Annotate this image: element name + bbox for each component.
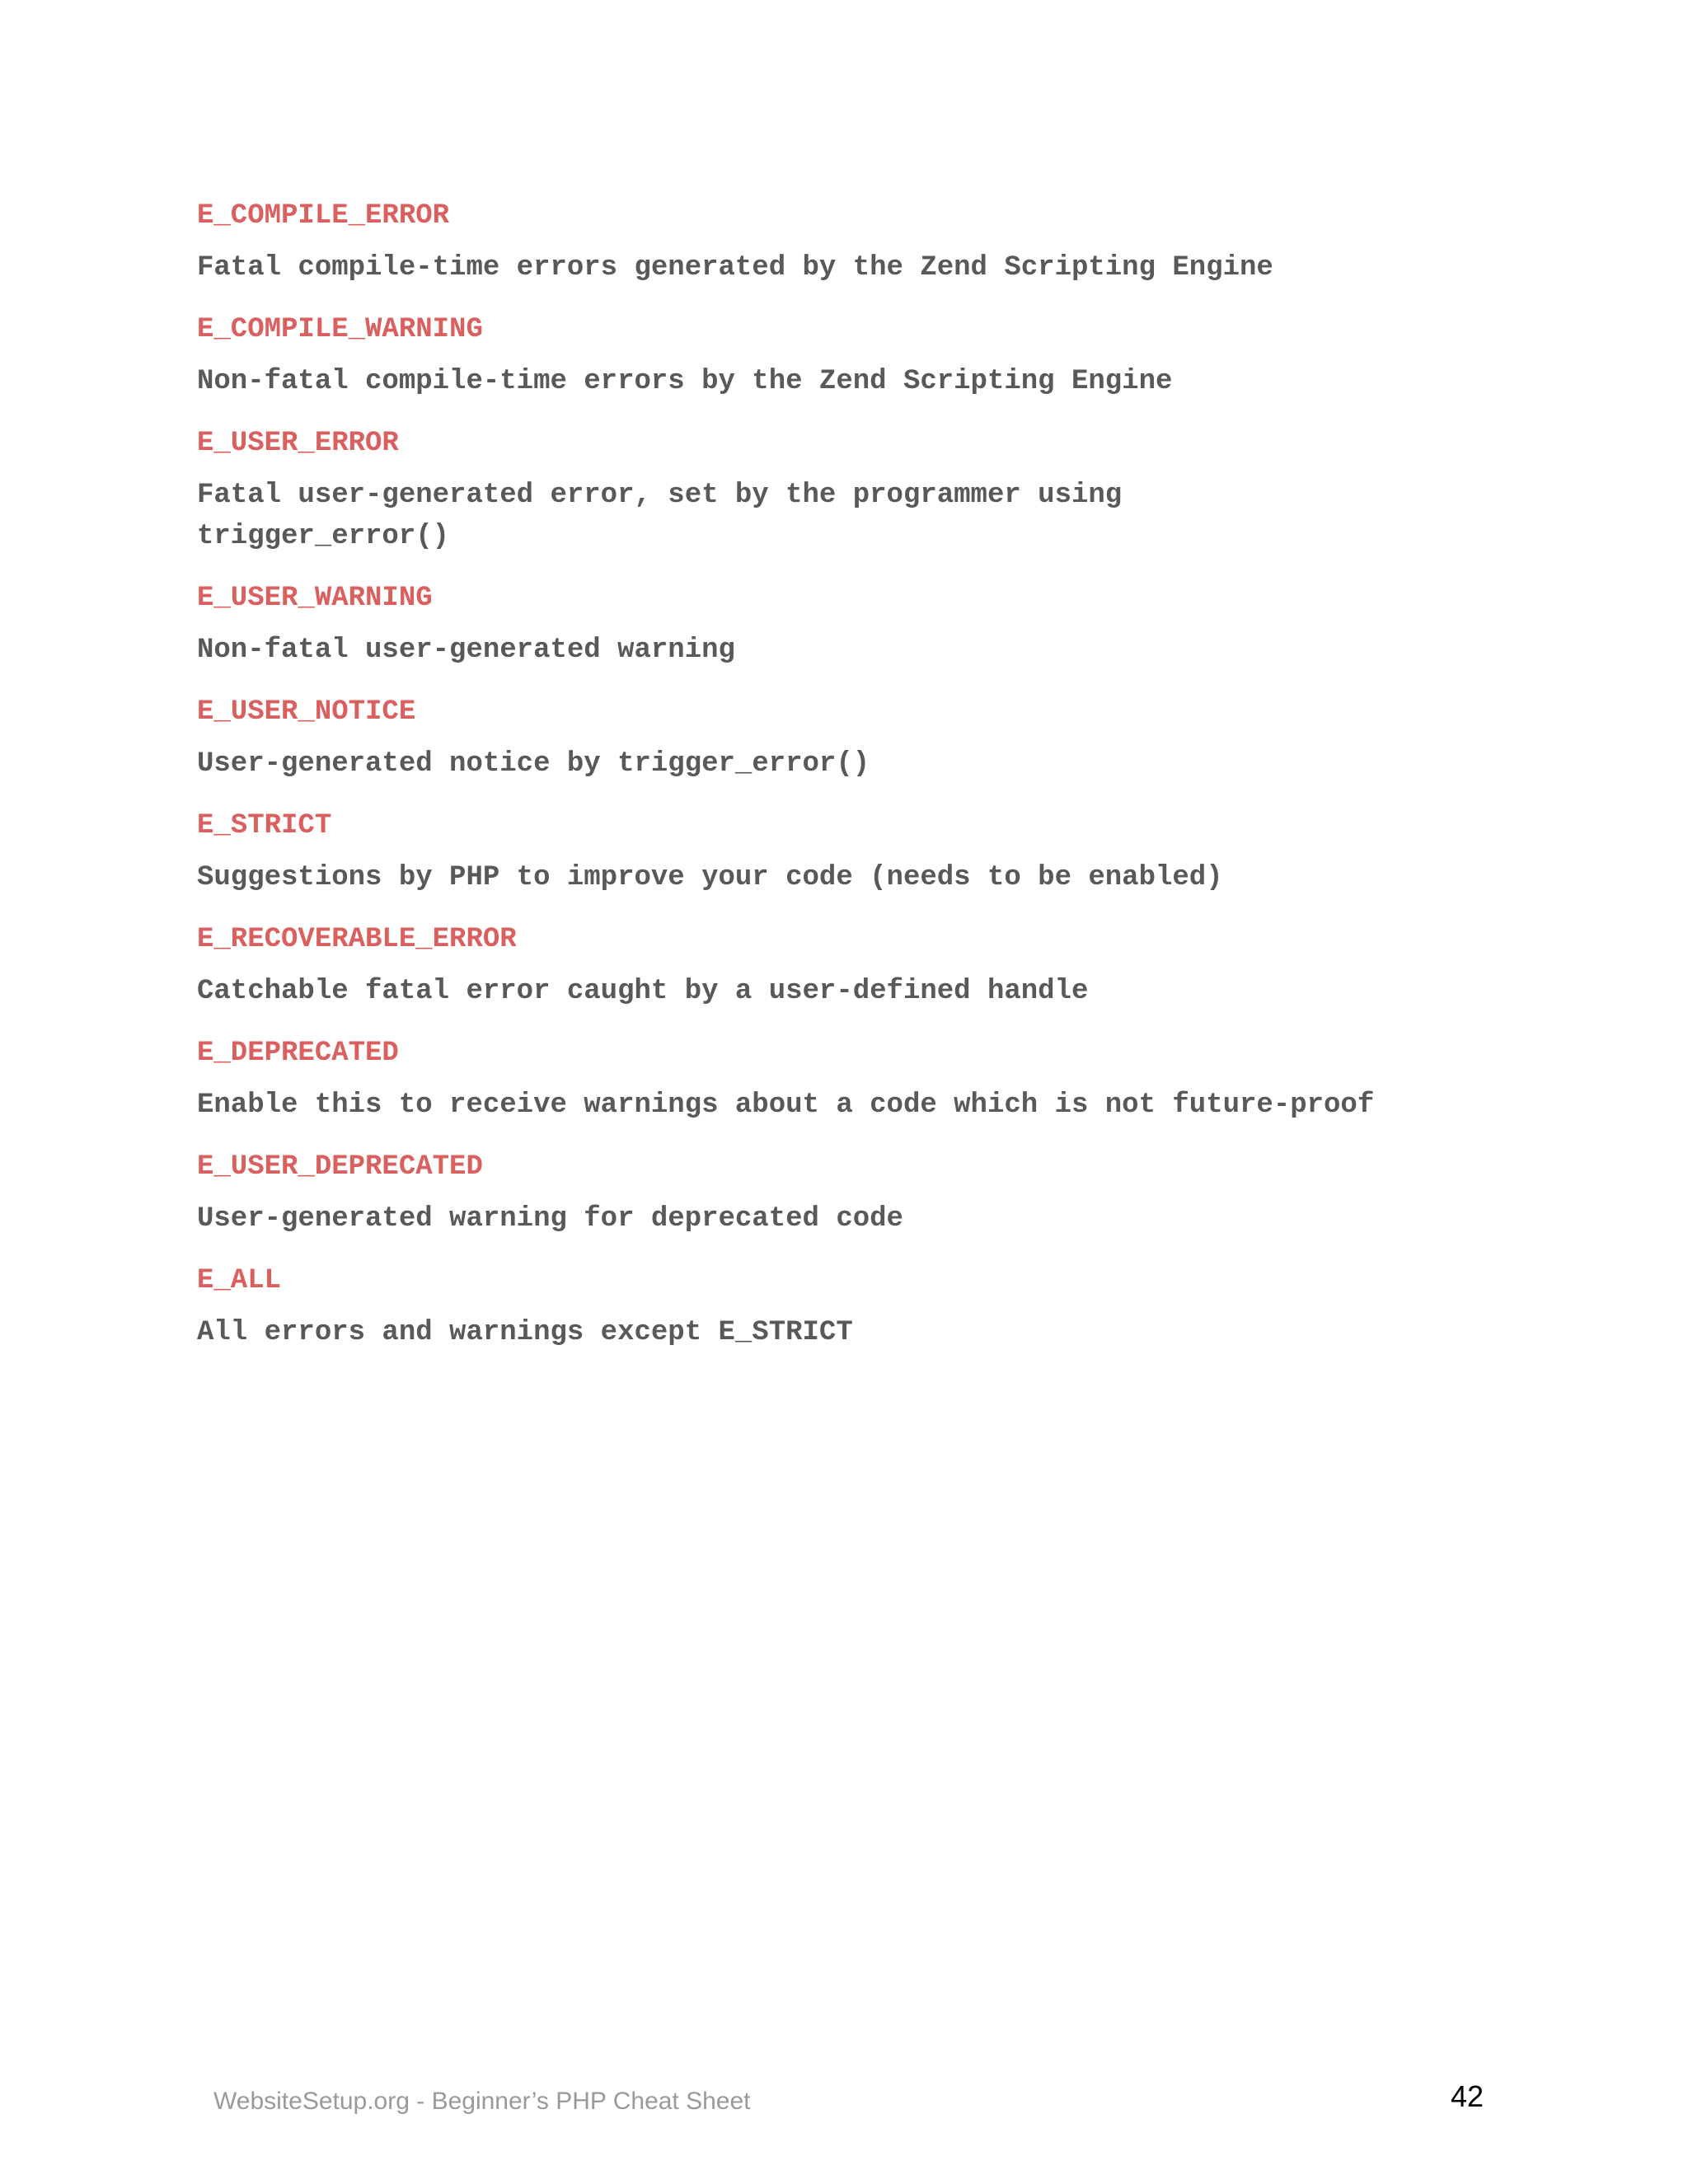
constant-description: User-generated notice by trigger_error() — [197, 748, 870, 780]
constant-name: E_ALL — [197, 1265, 282, 1296]
entry-e-recoverable-error — [197, 921, 1516, 1012]
constant-name: E_STRICT — [197, 810, 332, 841]
entry-e-user-warning — [197, 580, 1516, 671]
entry-e-strict — [197, 808, 1516, 898]
constant-description: User-generated warning for deprecated code — [197, 1203, 903, 1235]
constant-name: E_USER_DEPRECATED — [197, 1151, 483, 1183]
constant-description: Fatal user-generated error, set by the programmer using trigger_error() — [197, 480, 1123, 552]
page-number: 42 — [1450, 2079, 1484, 2113]
error-constants-list — [197, 198, 1516, 1376]
constant-name: E_DEPRECATED — [197, 1038, 399, 1069]
footer-source: WebsiteSetup.org - Beginner’s PHP Cheat Sheet — [213, 2088, 751, 2115]
constant-description: Non-fatal user-generated warning — [197, 635, 735, 666]
entry-e-all — [197, 1263, 1516, 1353]
entry-e-user-notice — [197, 694, 1516, 785]
entry-e-compile-error — [197, 198, 1516, 288]
entry-e-user-error — [197, 425, 1516, 557]
constant-name: E_RECOVERABLE_ERROR — [197, 924, 517, 955]
constant-description: Enable this to receive warnings about a code which is not future-proof — [197, 1090, 1375, 1121]
entry-e-compile-warning — [197, 312, 1516, 402]
constant-name: E_USER_WARNING — [197, 583, 433, 614]
constant-name: E_USER_ERROR — [197, 428, 399, 459]
constant-description: All errors and warnings except E_STRICT — [197, 1317, 853, 1348]
entry-e-deprecated — [197, 1035, 1516, 1126]
constant-name: E_USER_NOTICE — [197, 696, 416, 728]
constant-description: Non-fatal compile-time errors by the Zend Scripting Engine — [197, 366, 1173, 397]
constant-name: E_COMPILE_ERROR — [197, 200, 450, 232]
constant-name: E_COMPILE_WARNING — [197, 314, 483, 345]
entry-e-user-deprecated — [197, 1149, 1516, 1240]
constant-description: Suggestions by PHP to improve your code (needs to be enabled) — [197, 862, 1223, 893]
constant-description: Catchable fatal error caught by a user-defined handle — [197, 976, 1089, 1007]
constant-description: Fatal compile-time errors generated by the Zend Scripting Engine — [197, 252, 1273, 284]
